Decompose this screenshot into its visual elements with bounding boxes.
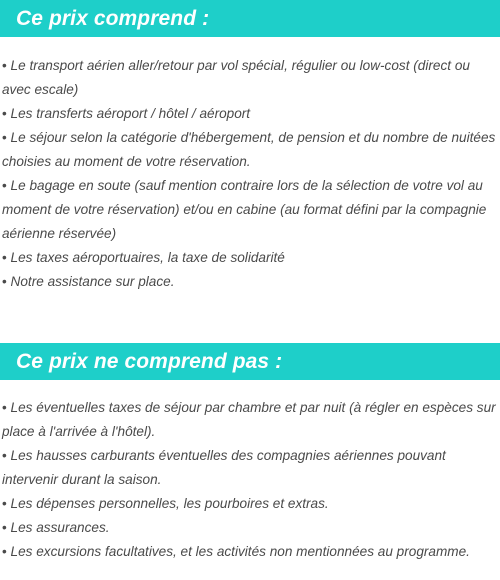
list-item-text: Le transport aérien aller/retour par vol spécial, régulier ou low-cost (direct ou avec escale) xyxy=(2,58,470,97)
list-item-text: Les hausses carburants éventuelles des compagnies aériennes pouvant intervenir durant la saison. xyxy=(2,448,446,487)
list-item-text: Le bagage en soute (sauf mention contraire lors de la sélection de votre vol au moment de votre réservation) et/ou en cabine (au format défini par la compagnie aérienne réservée) xyxy=(2,178,487,241)
list-item xyxy=(2,270,500,294)
list-item xyxy=(2,54,500,102)
bullet-icon: • xyxy=(2,178,7,193)
excluded-items-list xyxy=(0,396,500,564)
section-title-includes: Ce prix comprend : xyxy=(0,0,500,37)
list-item-text: Les taxes aéroportuaires, la taxe de solidarité xyxy=(10,250,285,265)
bullet-icon: • xyxy=(2,520,7,535)
list-item xyxy=(2,516,500,540)
list-item-text: Les dépenses personnelles, les pourboires et extras. xyxy=(10,496,329,511)
list-item-text: Notre assistance sur place. xyxy=(10,274,175,289)
list-item-text: Le séjour selon la catégorie d'hébergement, de pension et du nombre de nuitées choisies au moment de votre réservation. xyxy=(2,130,496,169)
list-item-text: Les assurances. xyxy=(10,520,110,535)
list-item xyxy=(2,444,500,492)
bullet-icon: • xyxy=(2,250,7,265)
bullet-icon: • xyxy=(2,400,7,415)
list-item xyxy=(2,396,500,444)
bullet-icon: • xyxy=(2,106,7,121)
list-item xyxy=(2,246,500,270)
list-item-text: Les excursions facultatives, et les activités non mentionnées au programme. xyxy=(10,544,470,559)
bullet-icon: • xyxy=(2,448,7,463)
list-item xyxy=(2,540,500,564)
list-item-text: Les éventuelles taxes de séjour par chambre et par nuit (à régler en espèces sur place à l'arrivée à l'hôtel). xyxy=(2,400,496,439)
bullet-icon: • xyxy=(2,58,7,73)
list-item xyxy=(2,492,500,516)
list-item xyxy=(2,126,500,174)
section-title-excludes: Ce prix ne comprend pas : xyxy=(0,343,500,380)
list-item-text: Les transferts aéroport / hôtel / aéroport xyxy=(10,106,251,121)
bullet-icon: • xyxy=(2,130,7,145)
list-item xyxy=(2,174,500,246)
bullet-icon: • xyxy=(2,496,7,511)
bullet-icon: • xyxy=(2,274,7,289)
list-item xyxy=(2,102,500,126)
included-items-list xyxy=(0,54,500,294)
bullet-icon: • xyxy=(2,544,7,559)
